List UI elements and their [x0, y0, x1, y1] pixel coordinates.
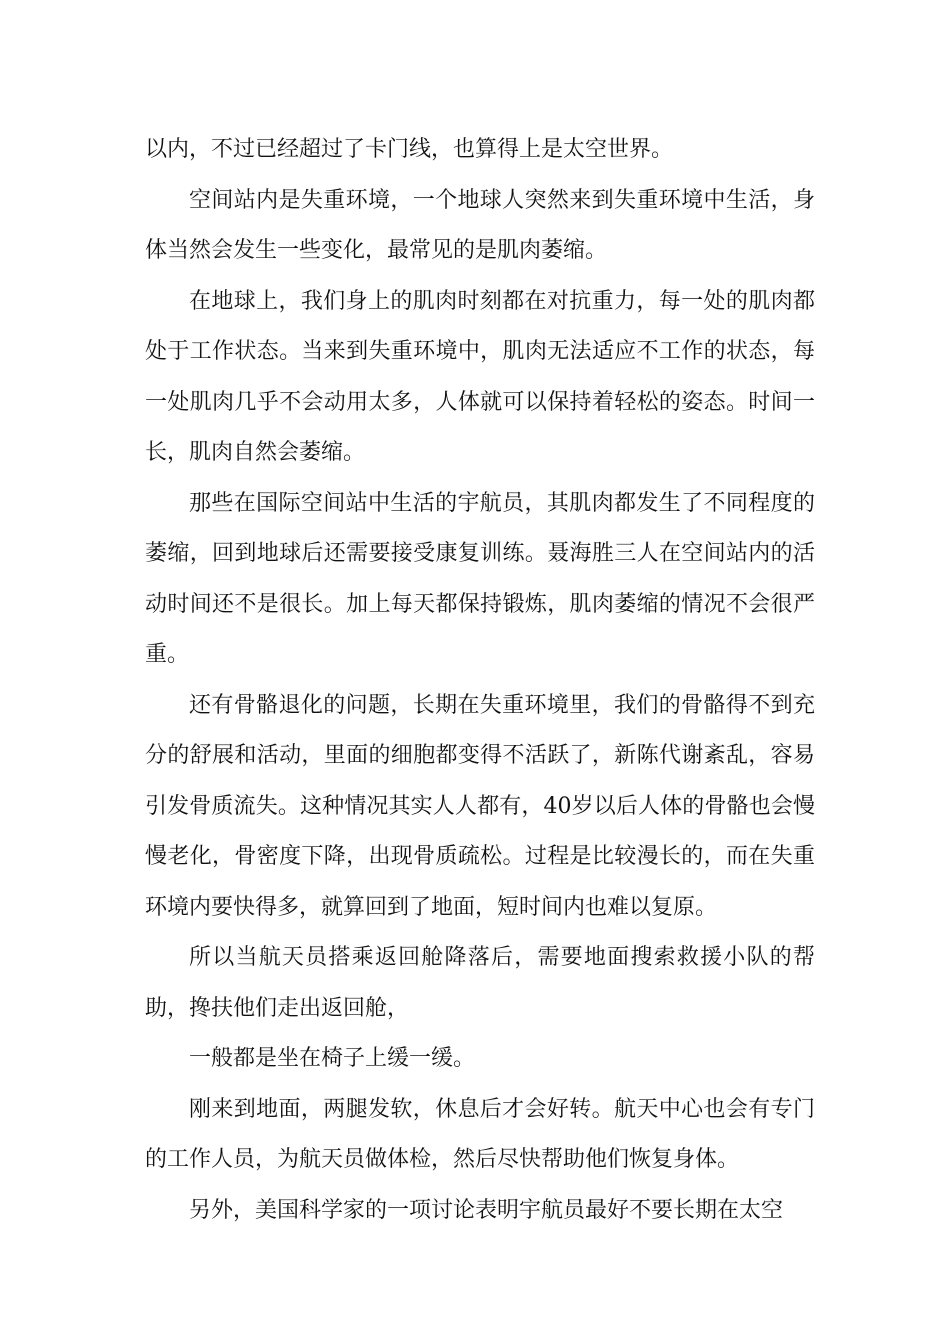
document-body: [145, 125, 815, 1236]
paragraph: 另外，美国科学家的一项讨论表明宇航员最好不要长期在太空: [189, 1197, 784, 1223]
paragraph: 空间站内是失重环境，一个地球人突然来到失重环境中生活，身体当然会发生一些变化，最常见的是肌肉萎缩。: [145, 187, 815, 263]
paragraph: 一般都是坐在椅子上缓一缓。: [189, 1046, 476, 1071]
paragraph: 刚来到地面，两腿发软，休息后才会好转。航天中心也会有专门的工作人员，为航天员做体检，然后尽快帮助他们恢复身体。: [145, 1096, 815, 1172]
paragraph: 那些在国际空间站中生活的宇航员，其肌肉都发生了不同程度的萎缩，回到地球后还需要接受康复训练。聂海胜三人在空间站内的活动时间还不是很长。加上每天都保持锻炼，肌肉萎缩的情况不会很严重。: [145, 490, 815, 667]
paragraph: 在地球上，我们身上的肌肉时刻都在对抗重力，每一处的肌肉都处于工作状态。当来到失重环境中，肌肉无法适应不工作的状态，每一处肌肉几乎不会动用太多，人体就可以保持着轻松的姿态。时间一长，肌肉自然会萎缩。: [145, 288, 815, 465]
paragraph: 所以当航天员搭乘返回舱降落后，需要地面搜索救援小队的帮助，搀扶他们走出返回舱，: [145, 945, 815, 1021]
paragraph-continuation: 以内，不过已经超过了卡门线，也算得上是太空世界。: [145, 137, 674, 162]
paragraph: 还有骨骼退化的问题，长期在失重环境里，我们的骨骼得不到充分的舒展和活动，里面的细胞都变得不活跃了，新陈代谢紊乱，容易引发骨质流失。这种情况其实人人都有，40岁以后人体的骨骼也会慢慢老化，骨密度下降，出现骨质疏松。过程是比较漫长的，而在失重环境内要快得多，就算回到了地面，短时间内也难以复原。: [145, 692, 815, 920]
